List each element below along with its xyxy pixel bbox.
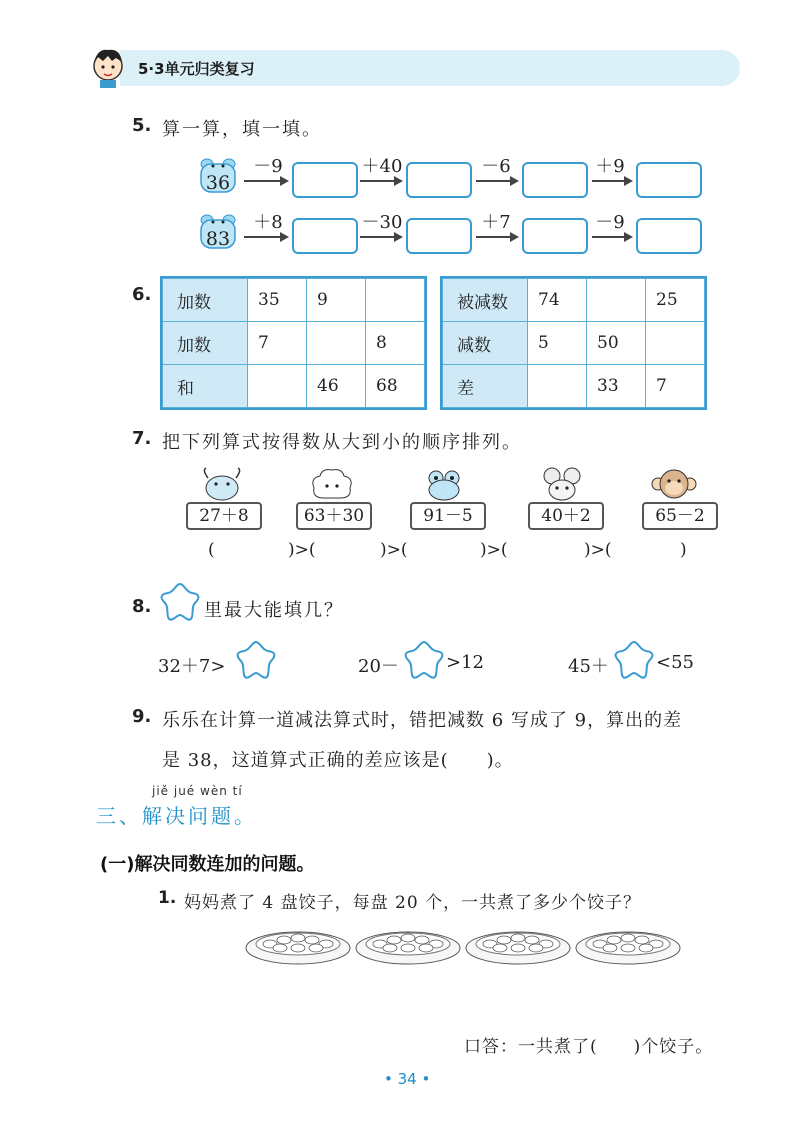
dumpling-plate-icon [464,920,572,966]
arrow-head [280,232,289,242]
table-cell-blank[interactable] [528,365,587,408]
table-header: 减数 [443,322,528,365]
star-blank-icon[interactable] [612,640,656,680]
table-cell: 7 [646,365,705,408]
q7-text: 把下列算式按得数从大到小的顺序排列。 [162,432,522,453]
arrow-head [510,176,519,186]
star-blank-icon[interactable] [234,640,278,680]
q5-text: 算一算，填一填。 [162,119,322,140]
expression-card: 40＋2 [528,502,604,530]
order-blank[interactable]: )>( [480,540,508,560]
table-cell: 25 [646,279,705,322]
table-cell: 68 [366,365,425,408]
arrow-head [394,232,403,242]
arrow [360,236,396,238]
arrow [244,180,282,182]
q6-number: 6. [132,284,152,305]
expression-card: 27＋8 [186,502,262,530]
monkey-icon [648,466,700,502]
arrow [244,236,282,238]
arrow [360,180,396,182]
order-blank[interactable]: )>( [288,540,316,560]
header-title: 5·3单元归类复习 [138,60,255,78]
expression-card: 63＋30 [296,502,372,530]
arrow [592,236,626,238]
order-blank[interactable]: )>( [380,540,408,560]
table-cell: 74 [528,279,587,322]
section-pinyin: jiě jué wèn tí [152,784,243,798]
table-cell-blank[interactable] [307,322,366,365]
arrow-head [510,232,519,242]
operation-label: ＋40 [361,156,403,177]
table-cell-blank[interactable] [248,365,307,408]
table-header: 差 [443,365,528,408]
frog-icon [418,466,470,502]
subsection-title: (一)解决同数连加的问题。 [100,854,315,875]
arrow-head [624,176,633,186]
q9-number: 9. [132,706,152,727]
arrow-head [394,176,403,186]
answer-box[interactable] [406,218,472,254]
q7-number: 7. [132,428,152,449]
arrow [592,180,626,182]
table-cell: 8 [366,322,425,365]
sheep-icon [306,466,358,502]
q8-text: 里最大能填几？ [204,600,344,621]
operation-label: －6 [481,156,511,177]
operation-label: ＋9 [595,156,625,177]
section-title: 三、解决问题。 [96,804,257,828]
q5-number: 5. [132,115,152,136]
order-blank[interactable]: )>( [584,540,612,560]
expression-card: 65－2 [642,502,718,530]
q1-number: 1. [158,888,177,908]
arrow [476,236,512,238]
table-cell-blank[interactable] [366,279,425,322]
table-cell: 9 [307,279,366,322]
q9-line1: 乐乐在计算一道减法算式时，错把减数 6 写成了 9，算出的差 [162,710,683,731]
operation-label: ＋7 [481,212,511,233]
table-cell-blank[interactable] [587,279,646,322]
q8-number: 8. [132,596,152,617]
subtraction-table [440,276,707,410]
arrow-head [280,176,289,186]
inequality-left: 20－ [358,656,399,677]
boy-mascot-icon [86,44,130,88]
arrow-head [624,232,633,242]
table-cell: 7 [248,322,307,365]
table-cell: 5 [528,322,587,365]
dumpling-plate-icon [574,920,682,966]
answer-box[interactable] [406,162,472,198]
answer-box[interactable] [522,162,588,198]
q9-line2: 是 38，这道算式正确的差应该是( )。 [162,750,514,771]
inequality-right: <55 [656,652,694,673]
table-header: 和 [163,365,248,408]
table-header: 被减数 [443,279,528,322]
q1-text: 妈妈煮了 4 盘饺子，每盘 20 个，一共煮了多少个饺子？ [184,893,642,913]
addition-table [160,276,427,410]
star-blank-icon[interactable] [402,640,446,680]
table-header: 加数 [163,279,248,322]
dumpling-plate-icon [354,920,462,966]
order-blank[interactable]: ( [208,540,215,560]
dumpling-plate-icon [244,920,352,966]
answer-box[interactable] [292,162,358,198]
operation-label: －30 [361,212,403,233]
operation-label: ＋8 [253,212,283,233]
answer-line[interactable]: 口答：一共煮了( )个饺子。 [464,1037,714,1057]
order-blank[interactable]: ) [680,540,687,560]
cow-icon [196,466,248,502]
inequality-right: >12 [446,652,484,673]
start-number: 83 [205,228,231,250]
inequality-left: 32＋7> [158,656,226,677]
table-cell: 50 [587,322,646,365]
mouse-icon [536,466,588,502]
table-cell-blank[interactable] [646,322,705,365]
page-number: • 34 • [384,1070,431,1088]
answer-box[interactable] [636,162,702,198]
answer-box[interactable] [292,218,358,254]
table-header: 加数 [163,322,248,365]
table-cell: 35 [248,279,307,322]
operation-label: －9 [595,212,625,233]
table-cell: 46 [307,365,366,408]
table-cell: 33 [587,365,646,408]
arrow [476,180,512,182]
start-number: 36 [205,172,231,194]
answer-box[interactable] [522,218,588,254]
star-blank-icon [158,582,202,622]
operation-label: －9 [253,156,283,177]
inequality-left: 45＋ [568,656,609,677]
expression-card: 91－5 [410,502,486,530]
answer-box[interactable] [636,218,702,254]
